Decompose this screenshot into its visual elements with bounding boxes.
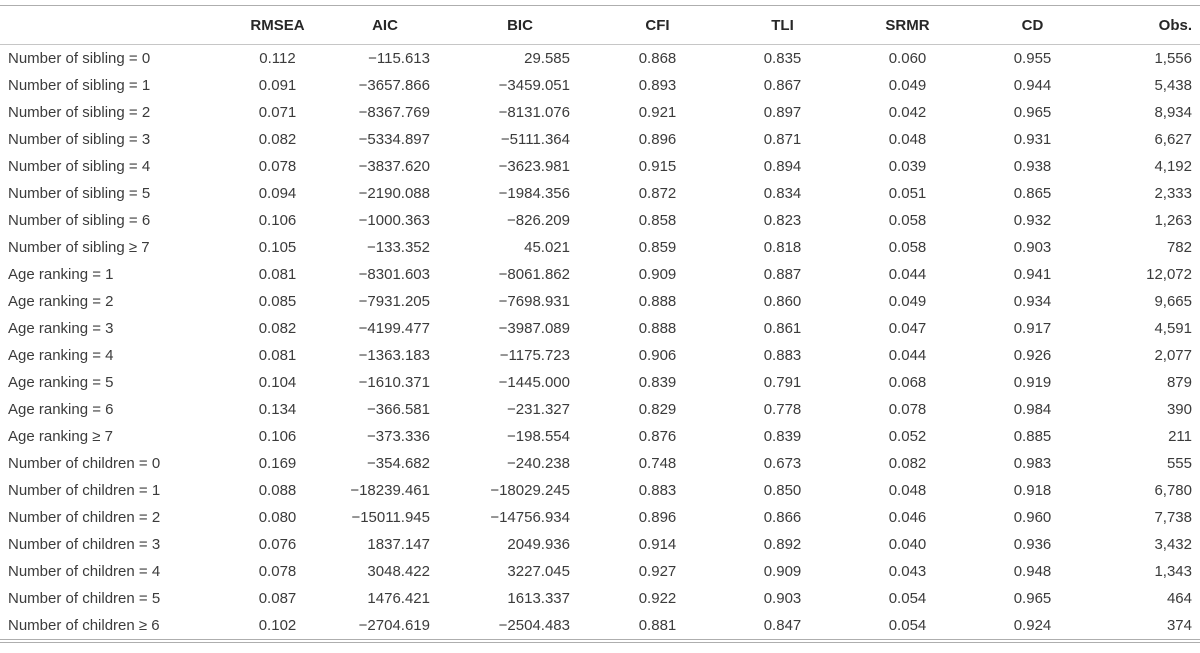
cell-tli: 0.861 — [763, 320, 802, 337]
model-fit-indices-table — [0, 5, 1200, 640]
cell-rmsea: 0.112 — [259, 50, 296, 67]
column-header-cfi: CFI — [645, 17, 670, 34]
cell-tli: 0.866 — [763, 509, 802, 526]
cell-cfi: 0.888 — [638, 320, 677, 337]
cell-obs: 12,072 — [1146, 266, 1192, 283]
cell-rmsea: 0.078 — [258, 158, 297, 175]
cell-bic: −8061.862 — [498, 266, 570, 283]
cell-rmsea: 0.169 — [258, 455, 297, 472]
cell-bic: −826.209 — [507, 212, 570, 229]
cell-rmsea: 0.106 — [258, 212, 297, 229]
cell-bic: −8131.076 — [498, 104, 570, 121]
cell-srmr: 0.049 — [888, 77, 927, 94]
table-row — [0, 180, 1200, 207]
cell-aic: −354.682 — [367, 455, 430, 472]
cell-cfi: 0.839 — [638, 374, 677, 391]
row-label: Number of children = 2 — [8, 509, 161, 526]
cell-cfi: 0.858 — [638, 212, 677, 229]
cell-rmsea: 0.091 — [258, 77, 297, 94]
cell-srmr: 0.078 — [888, 401, 927, 418]
cell-cfi: 0.922 — [638, 590, 677, 607]
cell-tli: 0.835 — [763, 50, 802, 67]
cell-cfi: 0.868 — [638, 50, 677, 67]
cell-cd: 0.936 — [1013, 536, 1052, 553]
cell-cfi: 0.888 — [638, 293, 677, 310]
cell-obs: 2,077 — [1154, 347, 1192, 364]
cell-bic: −2504.483 — [498, 617, 570, 634]
cell-srmr: 0.082 — [888, 455, 927, 472]
row-label: Number of children = 5 — [8, 590, 161, 607]
row-label: Number of sibling = 0 — [8, 50, 151, 67]
cell-obs: 879 — [1166, 374, 1192, 391]
cell-obs: 374 — [1166, 617, 1192, 634]
table-row — [0, 288, 1200, 315]
cell-tli: 0.867 — [763, 77, 802, 94]
cell-bic: −14756.934 — [490, 509, 570, 526]
cell-aic: −366.581 — [367, 401, 430, 418]
cell-obs: 8,934 — [1154, 104, 1192, 121]
cell-cfi: 0.872 — [638, 185, 677, 202]
cell-cfi: 0.896 — [638, 509, 677, 526]
cell-obs: 1,556 — [1154, 50, 1192, 67]
cell-cd: 0.941 — [1013, 266, 1052, 283]
cell-rmsea: 0.087 — [258, 590, 297, 607]
cell-cd: 0.948 — [1013, 563, 1052, 580]
cell-cd: 0.885 — [1013, 428, 1052, 445]
cell-obs: 6,780 — [1154, 482, 1192, 499]
cell-tli: 0.860 — [763, 293, 802, 310]
header-row — [0, 6, 1200, 45]
cell-aic: −3657.866 — [358, 77, 430, 94]
cell-tli: 0.894 — [763, 158, 802, 175]
table-row — [0, 342, 1200, 369]
cell-srmr: 0.039 — [888, 158, 927, 175]
cell-aic: −3837.620 — [358, 158, 430, 175]
cell-cd: 0.932 — [1013, 212, 1052, 229]
cell-obs: 464 — [1166, 590, 1192, 607]
cell-rmsea: 0.085 — [258, 293, 297, 310]
row-label: Number of sibling = 4 — [8, 158, 151, 175]
cell-aic: −8301.603 — [358, 266, 430, 283]
row-label: Number of sibling = 3 — [8, 131, 151, 148]
cell-obs: 1,343 — [1154, 563, 1192, 580]
cell-bic: −18029.245 — [490, 482, 570, 499]
cell-tli: 0.778 — [763, 401, 802, 418]
cell-cfi: 0.748 — [638, 455, 677, 472]
cell-srmr: 0.044 — [888, 347, 927, 364]
cell-rmsea: 0.105 — [258, 239, 297, 256]
cell-obs: 4,192 — [1154, 158, 1192, 175]
column-header-srmr: SRMR — [885, 17, 930, 34]
row-label: Number of children = 4 — [8, 563, 161, 580]
cell-cfi: 0.829 — [638, 401, 677, 418]
row-label: Number of sibling ≥ 7 — [8, 239, 150, 256]
table-row — [0, 450, 1200, 477]
cell-srmr: 0.058 — [888, 212, 927, 229]
table-body — [0, 45, 1200, 640]
row-label: Age ranking = 1 — [8, 266, 114, 283]
cell-tli: 0.839 — [763, 428, 802, 445]
cell-tli: 0.834 — [763, 185, 802, 202]
row-label: Number of sibling = 5 — [8, 185, 151, 202]
cell-bic: −231.327 — [507, 401, 570, 418]
cell-srmr: 0.048 — [888, 482, 927, 499]
cell-srmr: 0.042 — [888, 104, 927, 121]
cell-obs: 782 — [1166, 239, 1192, 256]
cell-cfi: 0.909 — [638, 266, 677, 283]
cell-aic: −1363.183 — [358, 347, 430, 364]
cell-cd: 0.955 — [1013, 50, 1052, 67]
table-row — [0, 504, 1200, 531]
cell-bic: −240.238 — [507, 455, 570, 472]
cell-cd: 0.934 — [1013, 293, 1052, 310]
column-header-bic: BIC — [507, 17, 533, 34]
cell-srmr: 0.043 — [888, 563, 927, 580]
cell-aic: 1476.421 — [367, 590, 430, 607]
cell-srmr: 0.047 — [888, 320, 927, 337]
cell-aic: −1610.371 — [358, 374, 430, 391]
cell-srmr: 0.068 — [888, 374, 927, 391]
cell-bic: −5111.364 — [500, 131, 570, 148]
cell-rmsea: 0.082 — [258, 131, 297, 148]
cell-bic: −3987.089 — [498, 320, 570, 337]
table-row — [0, 45, 1200, 73]
column-header-obs: Obs. — [1158, 17, 1192, 34]
row-label: Number of sibling = 6 — [8, 212, 151, 229]
cell-srmr: 0.046 — [888, 509, 927, 526]
cell-aic: −2190.088 — [358, 185, 430, 202]
cell-srmr: 0.052 — [888, 428, 927, 445]
cell-cfi: 0.927 — [638, 563, 677, 580]
cell-aic: −18239.461 — [350, 482, 430, 499]
table-bottom-rule — [0, 642, 1200, 643]
row-label: Age ranking = 6 — [8, 401, 114, 418]
table-row — [0, 315, 1200, 342]
cell-rmsea: 0.094 — [258, 185, 297, 202]
table-row — [0, 234, 1200, 261]
cell-cd: 0.960 — [1013, 509, 1052, 526]
cell-obs: 5,438 — [1154, 77, 1192, 94]
row-label: Age ranking ≥ 7 — [8, 428, 113, 445]
table-row — [0, 423, 1200, 450]
cell-srmr: 0.054 — [888, 590, 927, 607]
cell-cd: 0.965 — [1013, 104, 1052, 121]
row-label: Number of sibling = 2 — [8, 104, 151, 121]
cell-cd: 0.926 — [1013, 347, 1052, 364]
cell-rmsea: 0.081 — [258, 266, 297, 283]
column-header-cd: CD — [1021, 17, 1044, 34]
row-label: Number of children = 1 — [8, 482, 161, 499]
cell-bic: 3227.045 — [507, 563, 570, 580]
cell-tli: 0.903 — [763, 590, 802, 607]
cell-cd: 0.938 — [1013, 158, 1052, 175]
row-label-column-header — [0, 6, 230, 45]
cell-tli: 0.791 — [763, 374, 802, 391]
table-row — [0, 261, 1200, 288]
cell-obs: 1,263 — [1154, 212, 1192, 229]
cell-tli: 0.823 — [763, 212, 802, 229]
cell-cd: 0.919 — [1013, 374, 1052, 391]
row-label: Number of sibling = 1 — [8, 77, 151, 94]
cell-bic: −1984.356 — [498, 185, 570, 202]
cell-cfi: 0.859 — [638, 239, 677, 256]
cell-cd: 0.924 — [1013, 617, 1052, 634]
cell-bic: −3459.051 — [498, 77, 570, 94]
cell-bic: 29.585 — [524, 50, 570, 67]
cell-cd: 0.865 — [1013, 185, 1052, 202]
cell-cd: 0.983 — [1013, 455, 1052, 472]
cell-obs: 3,432 — [1154, 536, 1192, 553]
cell-aic: −5334.897 — [358, 131, 430, 148]
cell-srmr: 0.048 — [888, 131, 927, 148]
cell-bic: −1175.723 — [499, 347, 570, 364]
row-label: Number of children = 3 — [8, 536, 161, 553]
column-header-tli: TLI — [771, 17, 794, 34]
table-row — [0, 207, 1200, 234]
cell-obs: 4,591 — [1154, 320, 1192, 337]
cell-aic: −7931.205 — [358, 293, 430, 310]
row-label: Age ranking = 4 — [8, 347, 114, 364]
cell-obs: 390 — [1166, 401, 1192, 418]
cell-cfi: 0.915 — [638, 158, 677, 175]
cell-srmr: 0.060 — [888, 50, 927, 67]
cell-aic: −373.336 — [367, 428, 430, 445]
cell-aic: −4199.477 — [358, 320, 430, 337]
cell-obs: 6,627 — [1154, 131, 1192, 148]
cell-obs: 9,665 — [1154, 293, 1192, 310]
cell-cd: 0.903 — [1013, 239, 1052, 256]
cell-bic: −3623.981 — [498, 158, 570, 175]
cell-srmr: 0.054 — [888, 617, 927, 634]
cell-rmsea: 0.104 — [258, 374, 297, 391]
cell-cd: 0.965 — [1013, 590, 1052, 607]
cell-obs: 2,333 — [1154, 185, 1192, 202]
cell-cd: 0.918 — [1013, 482, 1052, 499]
cell-srmr: 0.058 — [888, 239, 927, 256]
cell-tli: 0.673 — [763, 455, 802, 472]
cell-bic: 1613.337 — [507, 590, 570, 607]
cell-aic: −2704.619 — [358, 617, 430, 634]
cell-rmsea: 0.071 — [258, 104, 297, 121]
cell-rmsea: 0.088 — [258, 482, 297, 499]
cell-obs: 555 — [1166, 455, 1192, 472]
table-row — [0, 585, 1200, 612]
cell-srmr: 0.040 — [888, 536, 927, 553]
cell-cfi: 0.914 — [638, 536, 677, 553]
cell-bic: 45.021 — [524, 239, 570, 256]
cell-tli: 0.883 — [763, 347, 802, 364]
cell-cd: 0.944 — [1013, 77, 1052, 94]
cell-cfi: 0.883 — [638, 482, 677, 499]
cell-bic: −198.554 — [507, 428, 570, 445]
cell-rmsea: 0.076 — [258, 536, 297, 553]
cell-rmsea: 0.106 — [258, 428, 297, 445]
row-label: Number of children = 0 — [8, 455, 161, 472]
table-row — [0, 126, 1200, 153]
cell-obs: 7,738 — [1154, 509, 1192, 526]
table-row — [0, 396, 1200, 423]
cell-cd: 0.984 — [1013, 401, 1052, 418]
cell-tli: 0.909 — [763, 563, 802, 580]
cell-tli: 0.847 — [763, 617, 802, 634]
table-row — [0, 477, 1200, 504]
cell-srmr: 0.051 — [888, 185, 927, 202]
cell-rmsea: 0.102 — [258, 617, 297, 634]
table-row — [0, 612, 1200, 640]
cell-tli: 0.871 — [763, 131, 802, 148]
table-row — [0, 153, 1200, 180]
table-row — [0, 72, 1200, 99]
cell-aic: 3048.422 — [367, 563, 430, 580]
cell-aic: 1837.147 — [367, 536, 430, 553]
cell-tli: 0.897 — [763, 104, 802, 121]
row-label: Number of children ≥ 6 — [8, 617, 160, 634]
cell-cfi: 0.896 — [638, 131, 677, 148]
row-label: Age ranking = 5 — [8, 374, 114, 391]
cell-bic: −1445.000 — [498, 374, 570, 391]
cell-rmsea: 0.078 — [258, 563, 297, 580]
cell-cfi: 0.876 — [638, 428, 677, 445]
cell-aic: −115.613 — [368, 50, 430, 67]
cell-tli: 0.818 — [763, 239, 802, 256]
cell-obs: 211 — [1168, 428, 1192, 445]
cell-tli: 0.887 — [763, 266, 802, 283]
cell-bic: −7698.931 — [498, 293, 570, 310]
cell-srmr: 0.049 — [888, 293, 927, 310]
column-header-aic: AIC — [372, 17, 398, 34]
cell-aic: −133.352 — [367, 239, 430, 256]
table-row — [0, 531, 1200, 558]
row-label: Age ranking = 2 — [8, 293, 114, 310]
cell-cfi: 0.893 — [638, 77, 677, 94]
cell-aic: −1000.363 — [358, 212, 430, 229]
cell-srmr: 0.044 — [888, 266, 927, 283]
cell-aic: −15011.945 — [351, 509, 430, 526]
cell-bic: 2049.936 — [507, 536, 570, 553]
cell-cfi: 0.906 — [638, 347, 677, 364]
cell-rmsea: 0.081 — [258, 347, 297, 364]
cell-rmsea: 0.134 — [258, 401, 297, 418]
cell-rmsea: 0.082 — [258, 320, 297, 337]
cell-cfi: 0.921 — [638, 104, 677, 121]
cell-tli: 0.850 — [763, 482, 802, 499]
column-header-rmsea: RMSEA — [250, 17, 305, 34]
row-label: Age ranking = 3 — [8, 320, 114, 337]
table-row — [0, 369, 1200, 396]
table-row — [0, 558, 1200, 585]
cell-cd: 0.931 — [1013, 131, 1052, 148]
cell-aic: −8367.769 — [358, 104, 430, 121]
cell-tli: 0.892 — [763, 536, 802, 553]
cell-cfi: 0.881 — [638, 617, 677, 634]
cell-rmsea: 0.080 — [258, 509, 297, 526]
table-row — [0, 99, 1200, 126]
cell-cd: 0.917 — [1013, 320, 1052, 337]
